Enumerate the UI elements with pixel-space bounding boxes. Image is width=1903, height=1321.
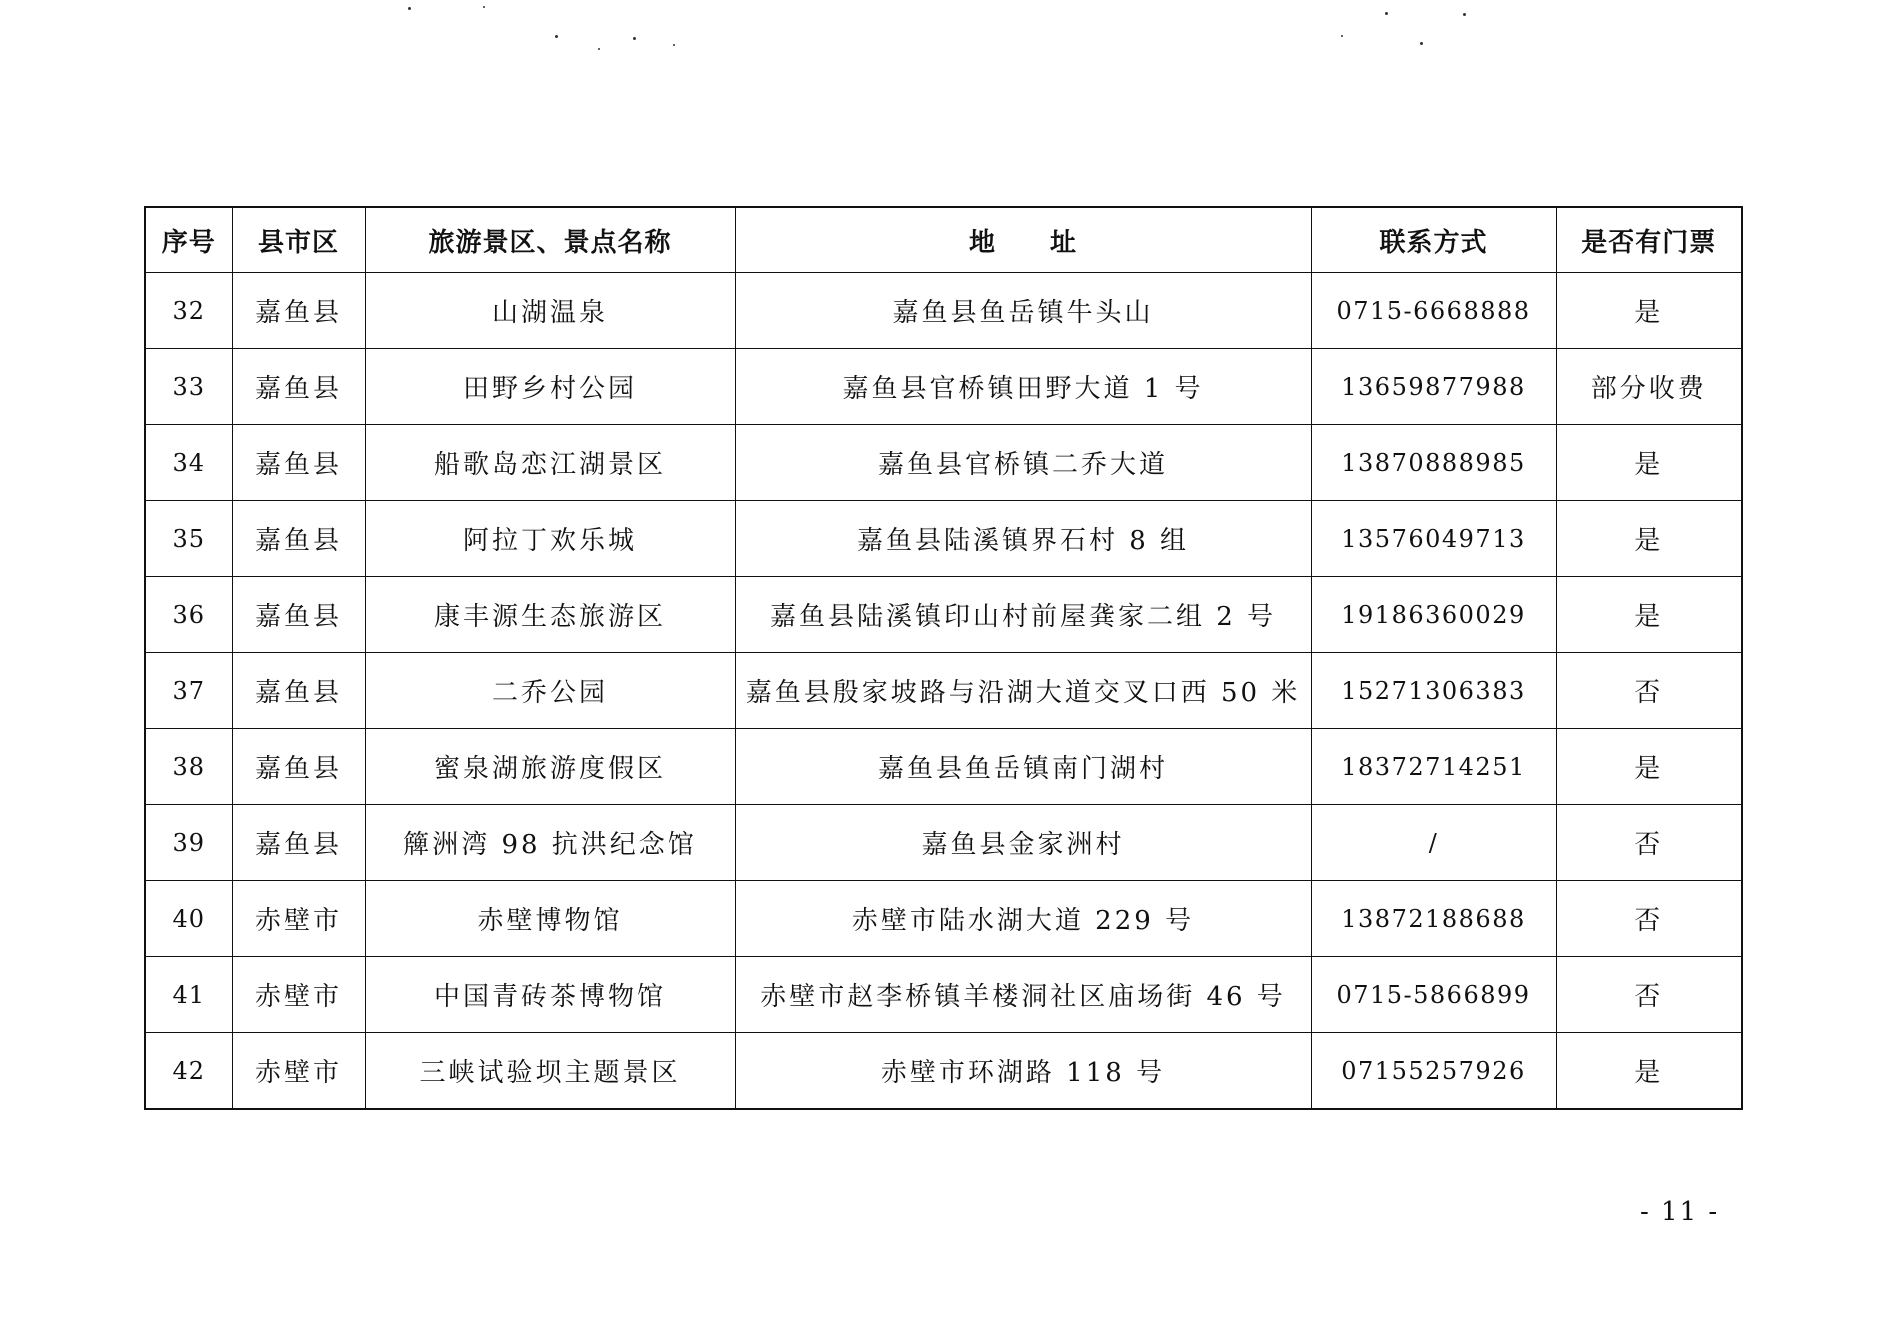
scan-speck (598, 48, 600, 50)
cell-county: 嘉鱼县 (232, 349, 365, 425)
cell-contact: 07155257926 (1311, 1033, 1556, 1110)
scan-speck (1341, 35, 1343, 37)
cell-serial-no: 40 (145, 881, 232, 957)
cell-ticket: 否 (1556, 957, 1742, 1033)
scan-speck (483, 6, 485, 8)
header-address: 地 址 (735, 207, 1311, 273)
header-contact: 联系方式 (1311, 207, 1556, 273)
cell-scenic-name: 三峡试验坝主题景区 (365, 1033, 735, 1110)
cell-serial-no: 41 (145, 957, 232, 1033)
table-row (145, 729, 1742, 805)
table-row (145, 501, 1742, 577)
scan-speck (673, 44, 675, 46)
cell-county: 赤壁市 (232, 957, 365, 1033)
cell-ticket: 是 (1556, 501, 1742, 577)
cell-scenic-name: 簰洲湾 98 抗洪纪念馆 (365, 805, 735, 881)
cell-serial-no: 33 (145, 349, 232, 425)
cell-county: 赤壁市 (232, 881, 365, 957)
cell-contact: 13872188688 (1311, 881, 1556, 957)
cell-county: 嘉鱼县 (232, 577, 365, 653)
scan-speck (1385, 12, 1388, 15)
cell-ticket: 是 (1556, 425, 1742, 501)
cell-county: 嘉鱼县 (232, 653, 365, 729)
table-row (145, 1033, 1742, 1110)
cell-contact: 15271306383 (1311, 653, 1556, 729)
cell-ticket: 部分收费 (1556, 349, 1742, 425)
cell-ticket: 是 (1556, 1033, 1742, 1110)
cell-county: 嘉鱼县 (232, 729, 365, 805)
header-serial-no: 序号 (145, 207, 232, 273)
cell-contact: 18372714251 (1311, 729, 1556, 805)
cell-scenic-name: 山湖温泉 (365, 273, 735, 349)
table-row (145, 805, 1742, 881)
cell-ticket: 是 (1556, 729, 1742, 805)
cell-scenic-name: 蜜泉湖旅游度假区 (365, 729, 735, 805)
table-row (145, 653, 1742, 729)
cell-ticket: 否 (1556, 881, 1742, 957)
cell-ticket: 否 (1556, 805, 1742, 881)
cell-county: 嘉鱼县 (232, 805, 365, 881)
scan-speck (633, 37, 636, 40)
cell-contact: 13576049713 (1311, 501, 1556, 577)
header-ticket: 是否有门票 (1556, 207, 1742, 273)
cell-contact: / (1311, 805, 1556, 881)
header-county: 县市区 (232, 207, 365, 273)
cell-county: 赤壁市 (232, 1033, 365, 1110)
cell-serial-no: 37 (145, 653, 232, 729)
cell-county: 嘉鱼县 (232, 501, 365, 577)
scan-speck (1420, 42, 1423, 45)
scenic-spots-table (144, 206, 1743, 1110)
cell-address: 嘉鱼县陆溪镇界石村 8 组 (735, 501, 1311, 577)
page-number: - 11 - (1640, 1197, 1720, 1227)
cell-scenic-name: 船歌岛恋江湖景区 (365, 425, 735, 501)
cell-scenic-name: 阿拉丁欢乐城 (365, 501, 735, 577)
cell-ticket: 是 (1556, 273, 1742, 349)
table-row (145, 425, 1742, 501)
cell-serial-no: 38 (145, 729, 232, 805)
cell-address: 嘉鱼县鱼岳镇牛头山 (735, 273, 1311, 349)
table-header-row (145, 207, 1742, 273)
table-row (145, 881, 1742, 957)
cell-serial-no: 39 (145, 805, 232, 881)
cell-address: 嘉鱼县官桥镇田野大道 1 号 (735, 349, 1311, 425)
table-row (145, 577, 1742, 653)
scan-speck (408, 7, 411, 10)
cell-contact: 0715-6668888 (1311, 273, 1556, 349)
cell-address: 嘉鱼县鱼岳镇南门湖村 (735, 729, 1311, 805)
cell-address: 嘉鱼县官桥镇二乔大道 (735, 425, 1311, 501)
cell-address: 赤壁市赵李桥镇羊楼洞社区庙场街 46 号 (735, 957, 1311, 1033)
cell-address: 嘉鱼县陆溪镇印山村前屋龚家二组 2 号 (735, 577, 1311, 653)
cell-serial-no: 32 (145, 273, 232, 349)
cell-scenic-name: 二乔公园 (365, 653, 735, 729)
table-row (145, 349, 1742, 425)
cell-contact: 19186360029 (1311, 577, 1556, 653)
cell-ticket: 是 (1556, 577, 1742, 653)
cell-serial-no: 35 (145, 501, 232, 577)
cell-county: 嘉鱼县 (232, 273, 365, 349)
cell-address: 嘉鱼县殷家坡路与沿湖大道交叉口西 50 米 (735, 653, 1311, 729)
scan-speck (1463, 13, 1466, 16)
cell-contact: 0715-5866899 (1311, 957, 1556, 1033)
cell-address: 嘉鱼县金家洲村 (735, 805, 1311, 881)
cell-scenic-name: 中国青砖茶博物馆 (365, 957, 735, 1033)
table-row (145, 273, 1742, 349)
table-row (145, 957, 1742, 1033)
cell-address: 赤壁市陆水湖大道 229 号 (735, 881, 1311, 957)
header-scenic-name: 旅游景区、景点名称 (365, 207, 735, 273)
cell-serial-no: 42 (145, 1033, 232, 1110)
scan-speck (555, 35, 558, 38)
cell-contact: 13659877988 (1311, 349, 1556, 425)
cell-address: 赤壁市环湖路 118 号 (735, 1033, 1311, 1110)
cell-ticket: 否 (1556, 653, 1742, 729)
cell-scenic-name: 田野乡村公园 (365, 349, 735, 425)
cell-contact: 13870888985 (1311, 425, 1556, 501)
cell-serial-no: 34 (145, 425, 232, 501)
cell-serial-no: 36 (145, 577, 232, 653)
cell-scenic-name: 康丰源生态旅游区 (365, 577, 735, 653)
cell-scenic-name: 赤壁博物馆 (365, 881, 735, 957)
cell-county: 嘉鱼县 (232, 425, 365, 501)
